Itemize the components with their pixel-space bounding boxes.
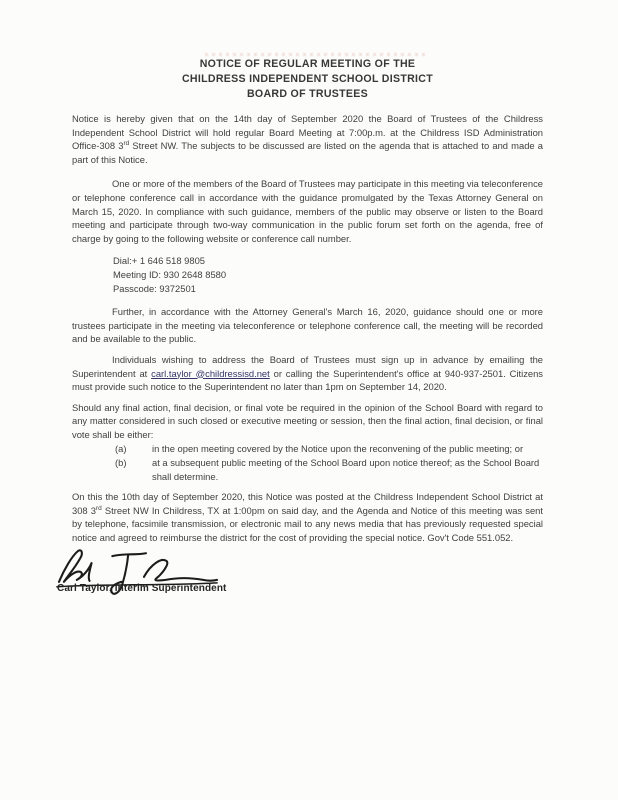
signature-name-label: Carl Taylor, Interim Superintendent — [57, 582, 227, 594]
final-action-paragraph: Should any final action, final decision, or final vote be required in the opinion of the School Board with regard to any matter considered in such closed or executive meeting or session, then the final action, final decision, or final vote shall be either: — [72, 401, 543, 440]
superintendent-email-link[interactable]: carl.taylor @childressisd.net — [151, 367, 270, 379]
final-action-options — [72, 442, 543, 483]
signature-block — [55, 547, 543, 596]
option-item-a — [115, 442, 543, 456]
posting-paragraph-text: On this the 10th day of September 2020, this Notice was posted at the Childress Independent School District at 308 3 — [72, 491, 543, 516]
signup-paragraph-text-cont: or calling the Superintendent's office at 940-937-2501. Citizens must provide such notice to the Superintendent no later than 1pm on September 14, 2020. — [72, 367, 543, 393]
ordinal-superscript: rd — [123, 140, 130, 148]
title-line-2: CHILDRESS INDEPENDENT SCHOOL DISTRICT — [181, 73, 434, 85]
notice-paragraph-text-cont: Street NW. The subjects to be discussed are listed on the agenda that is attached to and made a part of this Notice. — [72, 140, 544, 165]
conference-dial-info — [113, 254, 543, 295]
signup-paragraph-text: Individuals wishing to address the Board of Trustees must sign up in advance by emailing the Superintendent at — [72, 353, 543, 379]
posting-paragraph — [72, 490, 543, 544]
further-paragraph: Further, in accordance with the Attorney General's March 16, 2020, guidance should one or more trustees participate in the meeting via teleconference or telephone conference call, the meeting will be recorded and be available to the public. — [72, 306, 543, 345]
ordinal-superscript: rd — [96, 504, 102, 512]
dial-number: Dial:+ 1 646 518 9805 — [113, 255, 206, 267]
option-item-b — [115, 456, 543, 483]
teleconference-paragraph: One or more of the members of the Board of Trustees may participate in this meeting via teleconference or telephone conference call in accordance with the guidance promulgated by the Texas Attorney General on March 15, 2020. In compliance with such guidance, members of the public may observe or listen to the Board meeting and participate through two-way communication in the public forum set forth on the agenda, free of charge by going to the following website or conference call number. — [72, 178, 543, 244]
meeting-id: Meeting ID: 930 2648 8580 — [113, 268, 227, 280]
passcode: Passcode: 9372501 — [113, 282, 196, 294]
scan-artifact — [205, 53, 427, 56]
option-label: (a) — [115, 443, 127, 455]
notice-paragraph — [72, 112, 543, 166]
signup-paragraph — [72, 353, 543, 394]
option-label: (b) — [115, 457, 127, 469]
notice-title — [72, 57, 543, 102]
option-text: at a subsequent public meeting of the School Board upon notice thereof; as the School Board shall determine. — [152, 457, 540, 482]
notice-paragraph-text: Notice is hereby given that on the 14th day of September 2020 the Board of Trustees of the Childress Independent School District will hold regular Board Meeting at 7:00p.m. at the Childress ISD Administration Office-308 3 — [72, 113, 543, 152]
title-line-1: NOTICE OF REGULAR MEETING OF THE — [199, 58, 416, 70]
title-line-3: BOARD OF TRUSTEES — [246, 88, 369, 100]
notice-document — [57, 57, 544, 595]
option-text: in the open meeting covered by the Notice upon the reconvening of the public meeting; or — [152, 443, 524, 455]
posting-paragraph-text-cont: Street NW In Childress, TX at 1:00pm on said day, and the Agenda and Notice of this meeting was sent by telephone, facsimile transmission, or electronic mail to any news media that has previously requested special notice and agreed to reimburse the district for the cost of providing the special notice. Gov't Code 551.052. — [72, 504, 543, 544]
